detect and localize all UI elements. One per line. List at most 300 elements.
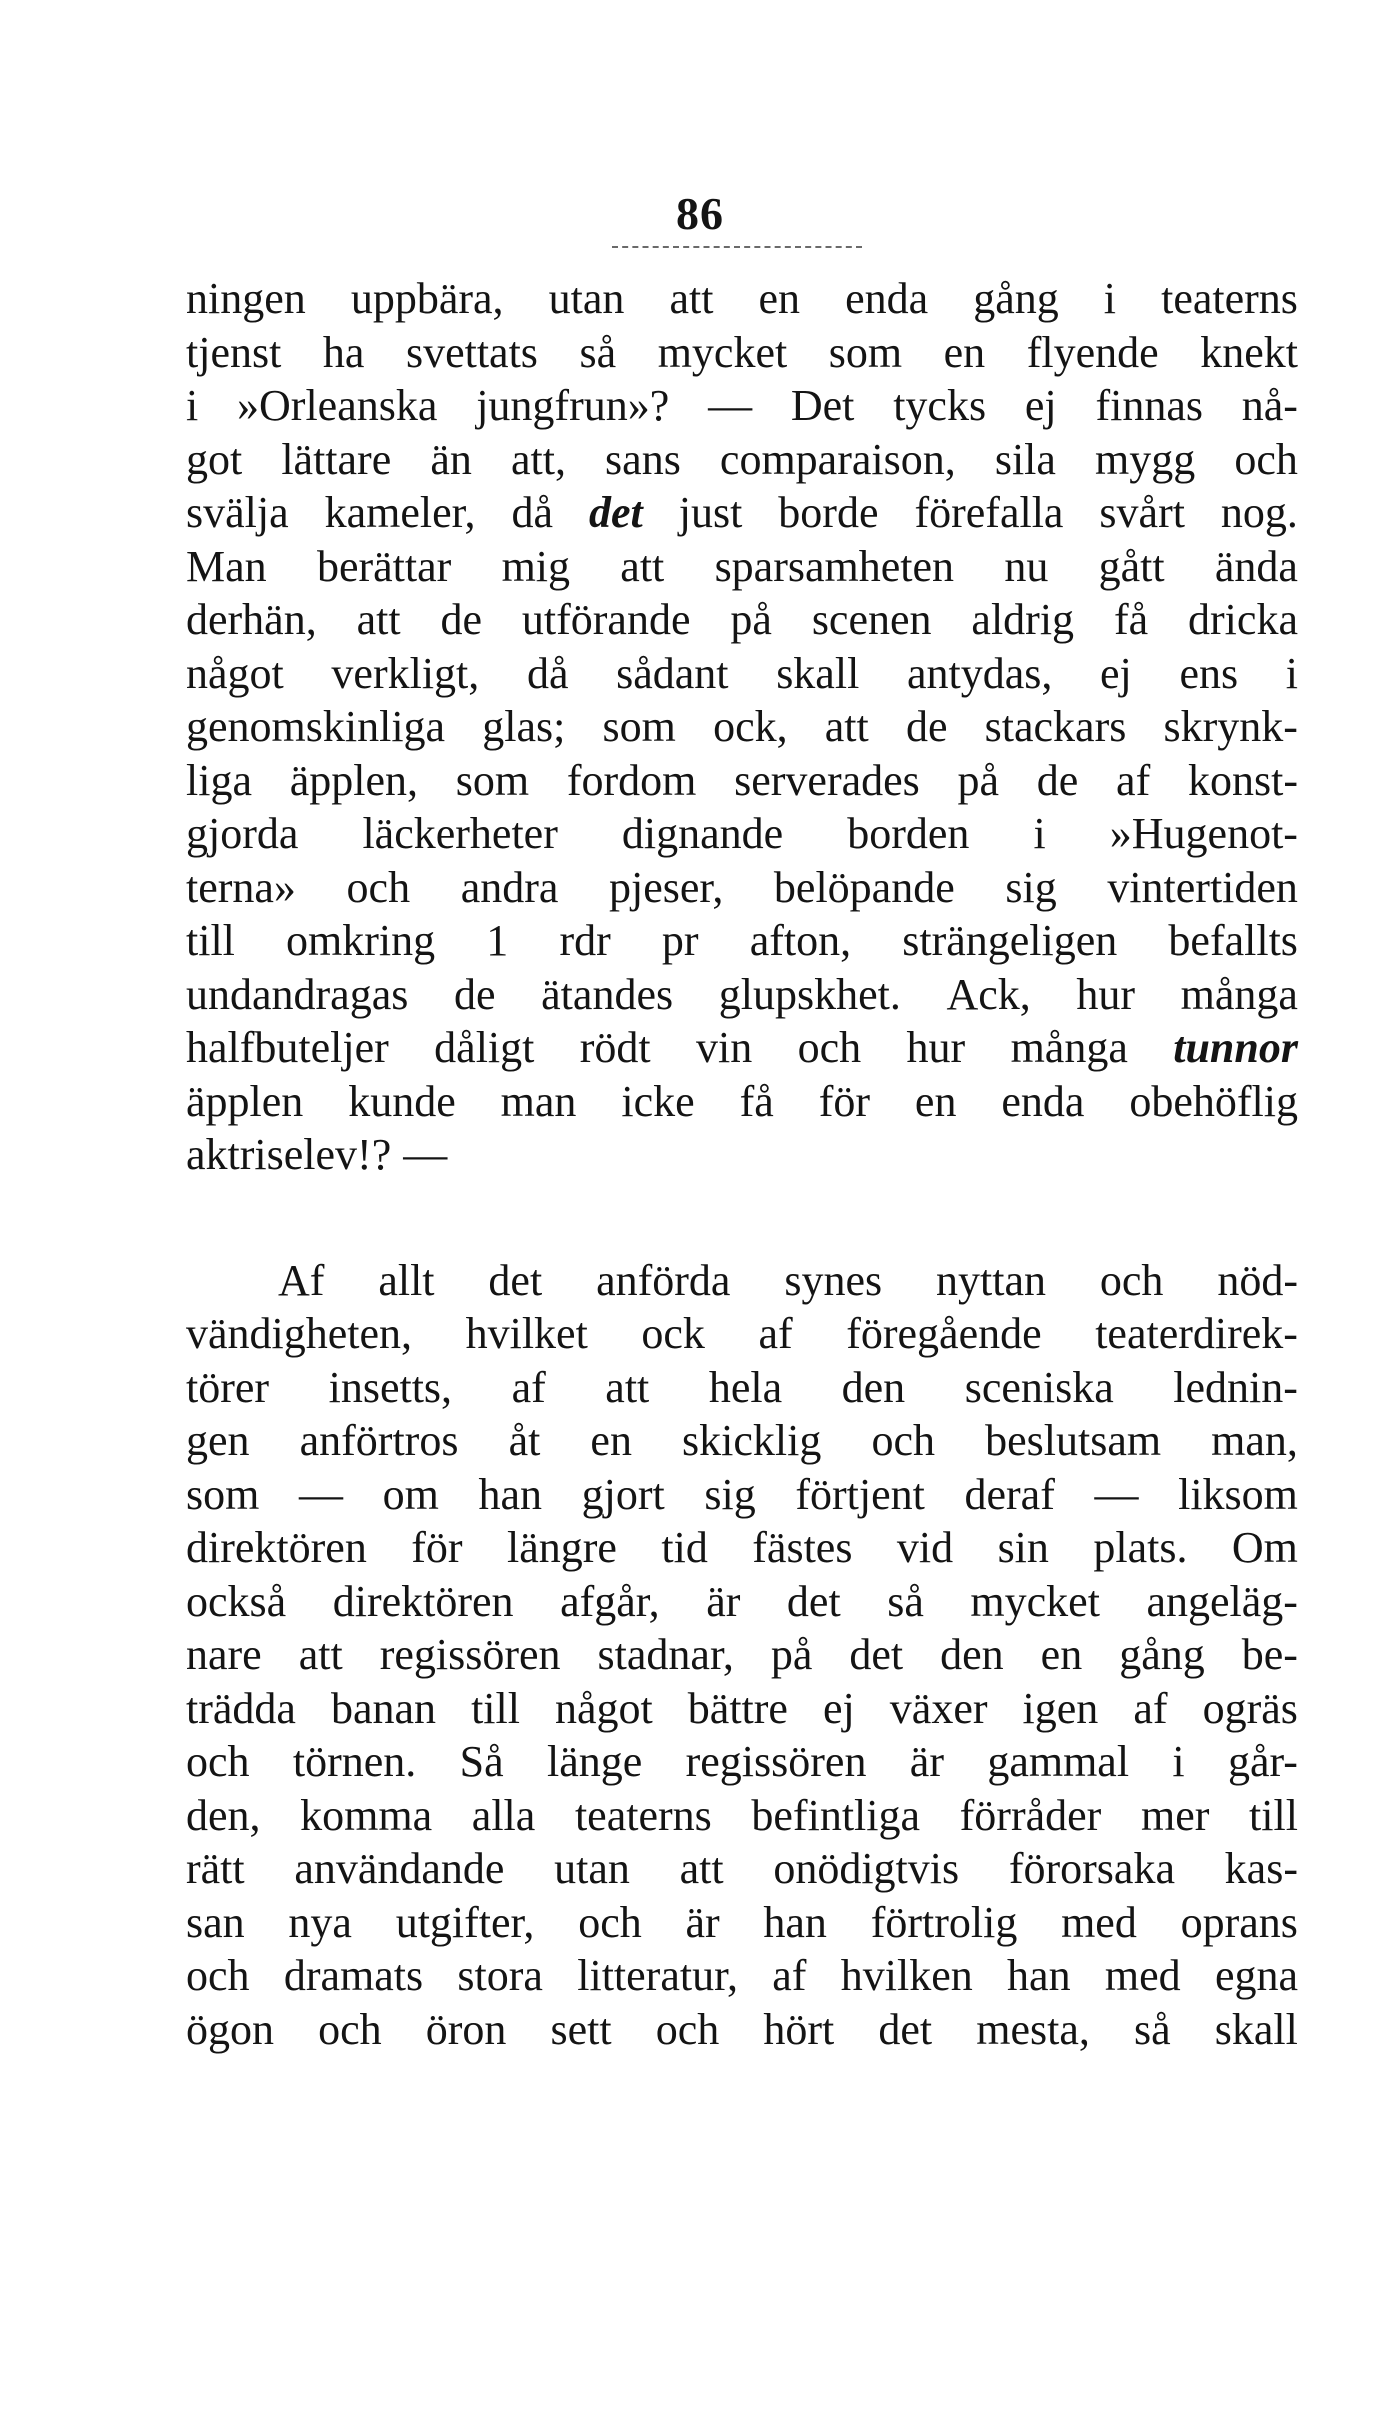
word: gen (186, 1416, 250, 1465)
word: öron (425, 2004, 507, 2054)
word: dignande (621, 809, 784, 858)
word: många (1010, 1023, 1128, 1072)
word: bättre (687, 1683, 788, 1733)
word: äpplen (186, 1076, 304, 1126)
word: verkligt, (331, 648, 480, 698)
paragraph-spacer (186, 1182, 1298, 1254)
word: en (590, 1416, 632, 1465)
word: mygg (1095, 434, 1196, 484)
word: sett (550, 2004, 612, 2054)
word: på (957, 755, 1000, 805)
text-line (186, 968, 1298, 1022)
word: då (511, 488, 554, 537)
word: — (708, 381, 753, 430)
word: hvilken (840, 1951, 973, 2000)
word: liga (186, 755, 252, 805)
word: egna (1214, 1951, 1298, 2000)
word: förtjent (795, 1469, 925, 1519)
word: befintliga (751, 1790, 921, 1840)
word: Man (186, 541, 267, 591)
word: rödt (579, 1023, 651, 1072)
text-line (186, 647, 1298, 701)
word: borde (778, 488, 879, 537)
text-line (186, 593, 1298, 647)
word: att, (510, 434, 566, 484)
text-line (186, 1128, 1298, 1182)
word: de (905, 702, 948, 751)
word: banan (330, 1683, 437, 1733)
word: af (758, 1309, 793, 1358)
word: törer (186, 1362, 270, 1412)
word: 1 (486, 916, 509, 965)
word: lättare (281, 434, 392, 484)
word: ock (641, 1309, 705, 1358)
word: ej (823, 1683, 855, 1733)
word: befallts (1168, 916, 1298, 965)
text-line (186, 1628, 1298, 1682)
word: och (318, 2004, 382, 2054)
word: och (797, 1023, 862, 1072)
word: med (1104, 1951, 1181, 2000)
word: af (772, 1951, 807, 2000)
word: gammal (987, 1737, 1130, 1786)
word: det (488, 1255, 543, 1305)
word: afton, (749, 916, 852, 965)
word: svettats (405, 327, 538, 377)
text-line (186, 1361, 1298, 1415)
word: ej (1024, 381, 1057, 430)
word: är (685, 1897, 720, 1947)
word: sin (997, 1523, 1049, 1572)
word: en (943, 327, 986, 377)
word: aktriselev!? (186, 1130, 392, 1179)
word: få (1113, 595, 1149, 644)
word: till (186, 916, 235, 965)
text-line (186, 1521, 1298, 1575)
word: ock, (713, 702, 788, 751)
word: och (871, 1416, 935, 1465)
word: comparaison, (719, 434, 956, 484)
word: skall (776, 648, 860, 698)
word: ej (1100, 648, 1132, 698)
word: törnen. (292, 1737, 417, 1786)
paragraph (186, 1254, 1298, 2057)
word: rdr (559, 916, 611, 965)
word: mesta, (976, 2004, 1090, 2054)
word: just (678, 488, 743, 537)
word: åt (508, 1416, 541, 1465)
word: vändigheten, (186, 1309, 413, 1358)
word: Ack, (946, 969, 1031, 1019)
word: och (186, 1951, 250, 2000)
text-line (186, 486, 1298, 540)
word: teaterdirek- (1095, 1309, 1298, 1358)
word: han (763, 1897, 827, 1947)
word: så (887, 1576, 924, 1626)
word: skrynk- (1163, 702, 1298, 751)
text-line (186, 1789, 1298, 1843)
page-number: 86 (676, 188, 724, 239)
word: nare (186, 1630, 262, 1679)
word: den (841, 1362, 906, 1412)
word: ätandes (541, 969, 674, 1019)
word: ha (322, 327, 365, 377)
word: af (511, 1362, 546, 1412)
word: berättar (316, 541, 452, 591)
word: än (430, 434, 472, 484)
word: teaterns (1161, 274, 1298, 323)
text-line (186, 379, 1298, 433)
word: i (1285, 648, 1298, 698)
word: igen (1022, 1683, 1099, 1733)
word: för (818, 1076, 870, 1126)
word: pjeser, (609, 862, 724, 912)
word: länge (546, 1737, 643, 1786)
paragraph (186, 272, 1298, 1182)
word: liksom (1178, 1469, 1298, 1519)
word: sceniska (964, 1362, 1114, 1412)
word: — (403, 1130, 448, 1179)
word: nya (288, 1897, 352, 1947)
word: utan (554, 1844, 630, 1893)
text-line (186, 754, 1298, 808)
word: ögon (186, 2004, 274, 2054)
word: hur (906, 1023, 966, 1072)
word: sig (704, 1469, 756, 1519)
word: konst- (1187, 755, 1298, 805)
word: tjenst (186, 327, 282, 377)
word: och (186, 1737, 250, 1786)
word: got (186, 434, 243, 484)
text-line (186, 1075, 1298, 1129)
word: tid (661, 1523, 708, 1572)
word: hur (1076, 969, 1136, 1019)
word: insetts, (328, 1362, 453, 1412)
word: dåligt (434, 1023, 535, 1072)
text-line (186, 1949, 1298, 2003)
text-line (186, 700, 1298, 754)
word: flyende (1026, 327, 1159, 377)
word: i (1103, 274, 1117, 323)
word: svälja (186, 488, 289, 537)
word: förorsaka (1008, 1844, 1175, 1893)
word: den, (186, 1790, 261, 1840)
word: strängeligen (902, 916, 1118, 965)
word: att (669, 274, 714, 323)
word: hört (763, 2004, 835, 2054)
word: kunde (348, 1076, 456, 1126)
word: sådant (616, 648, 729, 698)
word: glupskhet. (718, 969, 901, 1019)
word: fordom (566, 755, 697, 805)
word: genomskinliga (186, 702, 446, 751)
word: skicklig (682, 1416, 822, 1465)
word: ända (1214, 541, 1298, 591)
word: tunnor (1173, 1023, 1298, 1072)
word: anförtros (299, 1416, 459, 1465)
word: förtrolig (870, 1897, 1018, 1947)
word: många (1180, 969, 1298, 1019)
word: ningen (186, 274, 306, 323)
word: anförda (596, 1255, 731, 1305)
word: knekt (1200, 327, 1298, 377)
word: vin (696, 1023, 753, 1072)
text-line (186, 807, 1298, 861)
word: finnas (1095, 381, 1203, 430)
word: på (770, 1630, 813, 1679)
word: hela (708, 1362, 783, 1412)
word: växer (889, 1683, 988, 1733)
word: och (655, 2004, 720, 2054)
word: undandragas (186, 969, 409, 1019)
word: de (440, 595, 483, 644)
word: något (186, 648, 284, 698)
word: Af (278, 1255, 325, 1305)
word: att (824, 702, 869, 751)
word: är (706, 1576, 741, 1626)
word: Om (1231, 1523, 1298, 1572)
word: så (1134, 2004, 1171, 2054)
word: nyttan (936, 1255, 1046, 1305)
word: oprans (1180, 1897, 1298, 1947)
word: deraf (964, 1469, 1055, 1519)
word: utförande (521, 595, 691, 644)
word: att (620, 541, 665, 591)
text-line (186, 1896, 1298, 1950)
word: stora (457, 1951, 543, 2000)
word: gjorda (186, 809, 299, 858)
header-rule (612, 246, 862, 248)
word: sila (994, 434, 1056, 484)
word: mycket (657, 327, 788, 377)
word: sig (1005, 862, 1057, 912)
text-line (186, 1468, 1298, 1522)
word: han (1007, 1951, 1071, 2000)
word: de (454, 969, 496, 1019)
word: kameler, (324, 488, 476, 537)
text-line (186, 1735, 1298, 1789)
word: andra (460, 862, 559, 912)
word: enda (845, 274, 929, 323)
word: antydas, (906, 648, 1053, 698)
word: stadnar, (597, 1630, 734, 1679)
word: användande (294, 1844, 505, 1893)
word: kas- (1224, 1844, 1298, 1893)
word: föregående (846, 1309, 1042, 1358)
word: regissören (379, 1630, 561, 1679)
word: mycket (970, 1576, 1100, 1626)
word: en (914, 1076, 957, 1126)
word: be- (1241, 1630, 1298, 1679)
word: också (186, 1576, 287, 1626)
word: om (382, 1469, 439, 1519)
word: man, (1211, 1416, 1298, 1465)
word: rätt (186, 1844, 245, 1893)
word: för (411, 1523, 463, 1572)
word: att (298, 1630, 343, 1679)
text-line (186, 326, 1298, 380)
word: direktören (332, 1576, 514, 1626)
word: tycks (893, 381, 987, 430)
word: han (478, 1469, 542, 1519)
word: nå- (1241, 381, 1298, 430)
text-line (186, 540, 1298, 594)
word: som (186, 1469, 260, 1519)
word: vintertiden (1107, 862, 1298, 912)
word: terna» (186, 862, 296, 912)
word: jungfrun»? (476, 381, 670, 430)
word: det (589, 488, 643, 537)
word: gjort (581, 1469, 665, 1519)
word: ogräs (1202, 1683, 1298, 1733)
body-text (186, 272, 1298, 2056)
text-line (186, 861, 1298, 915)
word: — (1094, 1469, 1139, 1519)
word: serverades (734, 755, 920, 805)
word: icke (621, 1076, 695, 1126)
word: i (1033, 809, 1046, 858)
word: direktören (186, 1523, 367, 1572)
word: afgår, (560, 1576, 660, 1626)
word: angeläg- (1146, 1576, 1298, 1626)
word: och (346, 862, 411, 912)
word: omkring (286, 916, 436, 965)
word: nu (1004, 541, 1049, 591)
word: Det (790, 381, 855, 430)
word: teaterns (574, 1790, 712, 1840)
word: det (849, 1630, 904, 1679)
word: förråder (959, 1790, 1102, 1840)
word: i (186, 381, 199, 430)
word: utgifter, (395, 1897, 535, 1947)
word: derhän, (186, 595, 317, 644)
word: att (356, 595, 401, 644)
word: sparsamheten (714, 541, 955, 591)
word: scenen (811, 595, 932, 644)
word: att (679, 1844, 724, 1893)
word: de (1036, 755, 1079, 805)
word: som (455, 755, 530, 805)
word: mer (1140, 1790, 1210, 1840)
word: pr (661, 916, 699, 965)
text-line (186, 1254, 1298, 1308)
word: stackars (984, 702, 1127, 751)
word: något (555, 1683, 653, 1733)
word: så (579, 327, 617, 377)
word: svårt (1099, 488, 1185, 537)
word: läckerheter (362, 809, 558, 858)
word: enda (1001, 1076, 1085, 1126)
word: på (730, 595, 772, 644)
text-line (186, 1682, 1298, 1736)
word: utan (548, 274, 625, 323)
word: dramats (283, 1951, 424, 2000)
word: gång (1119, 1630, 1205, 1679)
word: hvilket (465, 1309, 588, 1358)
word: komma (300, 1790, 433, 1840)
word: gått (1098, 541, 1165, 591)
word: aldrig (971, 595, 1075, 644)
word: längre (507, 1523, 617, 1572)
word: glas; (482, 702, 566, 751)
word: förefalla (914, 488, 1064, 537)
word: »Hugenot- (1109, 809, 1298, 858)
word: som (602, 702, 676, 751)
text-line (186, 2003, 1298, 2057)
text-line (186, 1575, 1298, 1629)
word: gång (973, 274, 1059, 323)
text-line (186, 1842, 1298, 1896)
word: är (909, 1737, 944, 1786)
word: äpplen, (289, 755, 419, 805)
word: nöd- (1217, 1255, 1298, 1305)
word: Så (459, 1737, 504, 1786)
word: af (1116, 755, 1151, 805)
text-line (186, 1307, 1298, 1361)
word: i (1172, 1737, 1185, 1786)
word: man (500, 1076, 577, 1126)
word: en (758, 274, 801, 323)
word: till (1249, 1790, 1298, 1840)
word: regissören (685, 1737, 867, 1786)
word: mig (501, 541, 571, 591)
word: går- (1227, 1737, 1298, 1786)
word: halfbuteljer (186, 1023, 389, 1072)
word: beslutsam (985, 1416, 1162, 1465)
text-line (186, 1021, 1298, 1075)
word: allt (378, 1255, 435, 1305)
word: san (186, 1897, 245, 1947)
word: till (471, 1683, 520, 1733)
word: det (786, 1576, 841, 1626)
word: fästes (752, 1523, 853, 1572)
word: ens (1179, 648, 1239, 698)
text-line (186, 1414, 1298, 1468)
word: få (739, 1076, 774, 1126)
word: att (605, 1362, 650, 1412)
word: och (1234, 434, 1298, 484)
word: och (1099, 1255, 1164, 1305)
word: plats. (1093, 1523, 1188, 1572)
word: sans (605, 434, 681, 484)
word: dricka (1188, 595, 1298, 644)
word: och (578, 1897, 642, 1947)
word: skall (1214, 2004, 1298, 2054)
word: vid (896, 1523, 954, 1572)
word: litteratur, (577, 1951, 738, 2000)
word: den (940, 1630, 1004, 1679)
word: — (298, 1469, 343, 1519)
word: en (1040, 1630, 1083, 1679)
word: synes (784, 1255, 883, 1305)
word: uppbära, (350, 274, 504, 323)
word: trädda (186, 1683, 296, 1733)
word: lednin- (1173, 1362, 1298, 1412)
word: som (828, 327, 903, 377)
word: obehöflig (1129, 1076, 1298, 1126)
word: belöpande (773, 862, 955, 912)
word: med (1061, 1897, 1137, 1947)
word: nog. (1220, 488, 1298, 537)
word: borden (847, 809, 970, 858)
word: då (526, 648, 569, 698)
text-line (186, 914, 1298, 968)
word: »Orleanska (237, 381, 438, 430)
word: alla (471, 1790, 536, 1840)
word: af (1133, 1683, 1168, 1733)
text-line (186, 272, 1298, 326)
word: det (878, 2004, 933, 2054)
